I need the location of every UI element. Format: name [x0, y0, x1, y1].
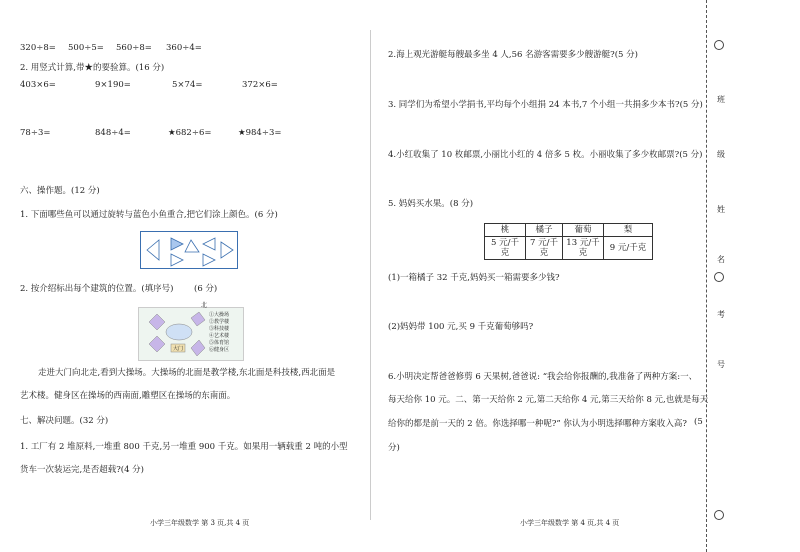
- question-text: 2.海上观光游艇每艘最多坐 4 人,56 名游客需要多少艘游艇?(5 分): [388, 50, 638, 60]
- question-text: 1. 工厂有 2 堆原料,一堆重 800 千克,另一堆重 900 千克。如果用一辆载重 2 吨的小型: [20, 442, 348, 452]
- section-heading: 七、解决问题。(32 分): [20, 416, 109, 426]
- price-header: 葡萄: [563, 224, 604, 237]
- binding-hole: [714, 272, 724, 282]
- calc-item: 320÷8=: [20, 43, 56, 53]
- description-text: 艺术楼。健身区在操场的西南面,雕塑区在操场的东南面。: [20, 391, 236, 401]
- question-text: 6.小明决定帮爸爸修剪 6 天果树,爸爸说: “我会给你报酬的,我准备了两种方案:一、: [388, 372, 698, 382]
- question-text: 给你的都是前一天的 2 倍。你选择哪一种呢?” 你认为小明选择哪种方案收入高?: [388, 419, 687, 429]
- binding-label: 考: [717, 310, 725, 319]
- map-legend: [209, 312, 229, 354]
- binding-hole: [714, 40, 724, 50]
- question-title: 2. 用竖式计算,带★的要验算。(16 分): [20, 63, 165, 73]
- binding-label: 姓: [717, 205, 725, 214]
- question-score: 分): [388, 443, 400, 453]
- legend-item: ③科技楼: [209, 326, 230, 332]
- fish-figure: [140, 231, 238, 269]
- question-text: 3. 同学们为希望小学捐书,平均每个小组捐 24 本书,7 个小组一共捐多少本书?(5 分): [388, 100, 703, 110]
- binding-label: 名: [717, 255, 725, 264]
- calc-item: 372×6=: [242, 80, 278, 90]
- binding-label: 班: [717, 95, 725, 104]
- calc-item: 560÷8=: [116, 43, 152, 53]
- binding-label: 号: [717, 360, 725, 369]
- binding-line: [706, 0, 708, 552]
- price-header: 桃: [485, 224, 526, 237]
- price-cell: 13 元/千 克: [563, 237, 604, 260]
- legend-item: ④艺术楼: [209, 333, 230, 339]
- question-score: (6 分): [194, 284, 218, 294]
- campus-map: [138, 302, 244, 361]
- calc-item: 9×190=: [95, 80, 131, 90]
- page-footer: 小学三年级数学 第 4 页,共 4 页: [520, 519, 620, 527]
- calc-item: 848÷4=: [95, 128, 131, 138]
- question-text: 每天给你 10 元。二、第一天给你 2 元,第二天给你 4 元,第三天给你 8 元,也就是每天: [388, 395, 709, 405]
- calc-item: 78÷3=: [20, 128, 51, 138]
- binding-label: 级: [717, 150, 725, 159]
- map-north-label: 北: [201, 302, 208, 309]
- question-text: 5. 妈妈买水果。(8 分): [388, 199, 474, 209]
- question-text: (2)妈妈带 100 元,买 9 千克葡萄够吗?: [388, 322, 534, 332]
- legend-item: ⑥健身区: [209, 347, 230, 353]
- page-footer: 小学三年级数学 第 3 页,共 4 页: [150, 519, 250, 527]
- price-cell: 5 元/千 克: [485, 237, 526, 260]
- price-header: 梨: [604, 224, 653, 237]
- question-text: 2. 按介绍标出每个建筑的位置。(填序号): [20, 284, 174, 294]
- section-heading: 六、操作题。(12 分): [20, 186, 100, 196]
- price-table: [484, 223, 653, 260]
- price-cell: 7 元/千 克: [526, 237, 563, 260]
- calc-item: 5×74=: [172, 80, 203, 90]
- calc-item: ★984÷3=: [238, 128, 282, 138]
- question-text: 货车一次装运完,是否超载?(4 分): [20, 465, 145, 475]
- description-text: 走进大门向北走,看到大操场。大操场的北面是教学楼,东北面是科技楼,西北面是: [38, 368, 336, 378]
- question-text: 4.小红收集了 10 枚邮票,小丽比小红的 4 倍多 5 枚。小丽收集了多少枚邮票?(5 分): [388, 150, 703, 160]
- legend-item: ②教学楼: [209, 319, 230, 325]
- legend-item: ⑤体育馆: [209, 340, 230, 346]
- page-divider: [370, 30, 371, 520]
- calc-item: 403×6=: [20, 80, 56, 90]
- calc-item: 360÷4=: [166, 43, 202, 53]
- question-score: (5: [694, 417, 703, 427]
- question-text: 1. 下面哪些鱼可以通过旋转与蓝色小鱼重合,把它们涂上颜色。(6 分): [20, 210, 278, 220]
- price-cell: 9 元/千克: [604, 237, 653, 260]
- price-header: 橘子: [526, 224, 563, 237]
- legend-item: ①大操场: [209, 312, 230, 318]
- calc-item: ★682÷6=: [168, 128, 212, 138]
- calc-item: 500÷5=: [68, 43, 104, 53]
- map-gate-label: 大门: [173, 346, 184, 352]
- question-text: (1)一箱橘子 32 千克,妈妈买一箱需要多少钱?: [388, 273, 560, 283]
- binding-hole: [714, 510, 724, 520]
